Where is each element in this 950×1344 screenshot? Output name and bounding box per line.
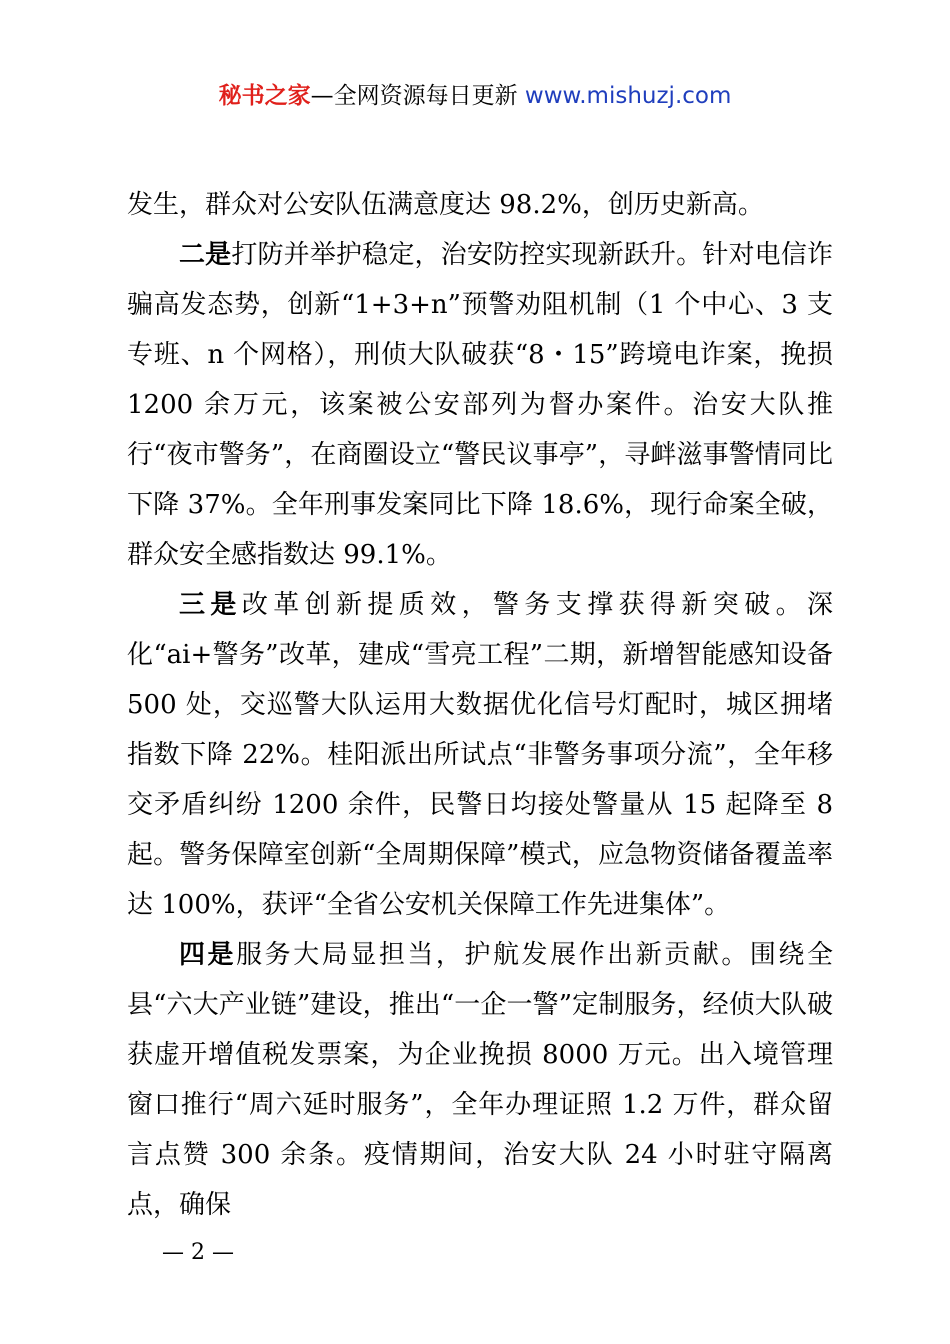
page-number: — 2 — — [162, 1240, 234, 1265]
paragraph-item-4 — [127, 930, 833, 1230]
paragraph-lead: 二是 — [179, 240, 232, 270]
paragraph-text: 改革创新提质效，警务支撑获得新突破。深化“ai+警务”改革，建成“雪亮工程”二期，新增智能感知设备 500 处，交巡警大队运用大数据优化信号灯配时，城区拥堵指数下降 22%。桂阳派出所试点“非警务事项分流”，全年移交矛盾纠纷 1200 余件，民警日均接处警量从 15 起降至 8 起。警务保障室创新“全周期保障”模式，应急物资储备覆盖率达 100%，获评“全省公安机关保障工作先进集体”。 — [127, 590, 833, 920]
site-slogan: —全网资源每日更新 — [310, 83, 525, 109]
site-brand: 秘书之家 — [218, 83, 311, 109]
paragraph-item-3 — [127, 580, 833, 930]
paragraph-text: 服务大局显担当，护航发展作出新贡献。围绕全县“六大产业链”建设，推出“一企一警”定制服务，经侦大队破获虚开增值税发票案，为企业挽损 8000 万元。出入境管理窗口推行“周六延时服务”，全年办理证照 1.2 万件，群众留言点赞 300 余条。疫情期间，治安大队 24 小时驻守隔离点，确保 — [127, 940, 833, 1220]
paragraph-text: 打防并举护稳定，治安防控实现新跃升。针对电信诈骗高发态势，创新“1+3+n”预警劝阻机制（1 个中心、3 支专班、n 个网格），刑侦大队破获“8・15”跨境电诈案，挽损 1200 余万元，该案被公安部列为督办案件。治安大队推行“夜市警务”，在商圈设立“警民议事亭”，寻衅滋事警情同比下降 37%。全年刑事发案同比下降 18.6%，现行命案全破，群众安全感指数达 99.1%。 — [127, 240, 833, 570]
site-url[interactable]: www.mishuzj.com — [524, 83, 732, 109]
document-body — [127, 180, 833, 1230]
paragraph-continuation — [127, 180, 833, 230]
paragraph-lead: 四是 — [179, 940, 237, 970]
paragraph-lead: 三是 — [179, 590, 242, 620]
site-header — [0, 80, 950, 112]
paragraph-text: 发生，群众对公安队伍满意度达 98.2%，创历史新高。 — [127, 190, 764, 220]
paragraph-item-2 — [127, 230, 833, 580]
